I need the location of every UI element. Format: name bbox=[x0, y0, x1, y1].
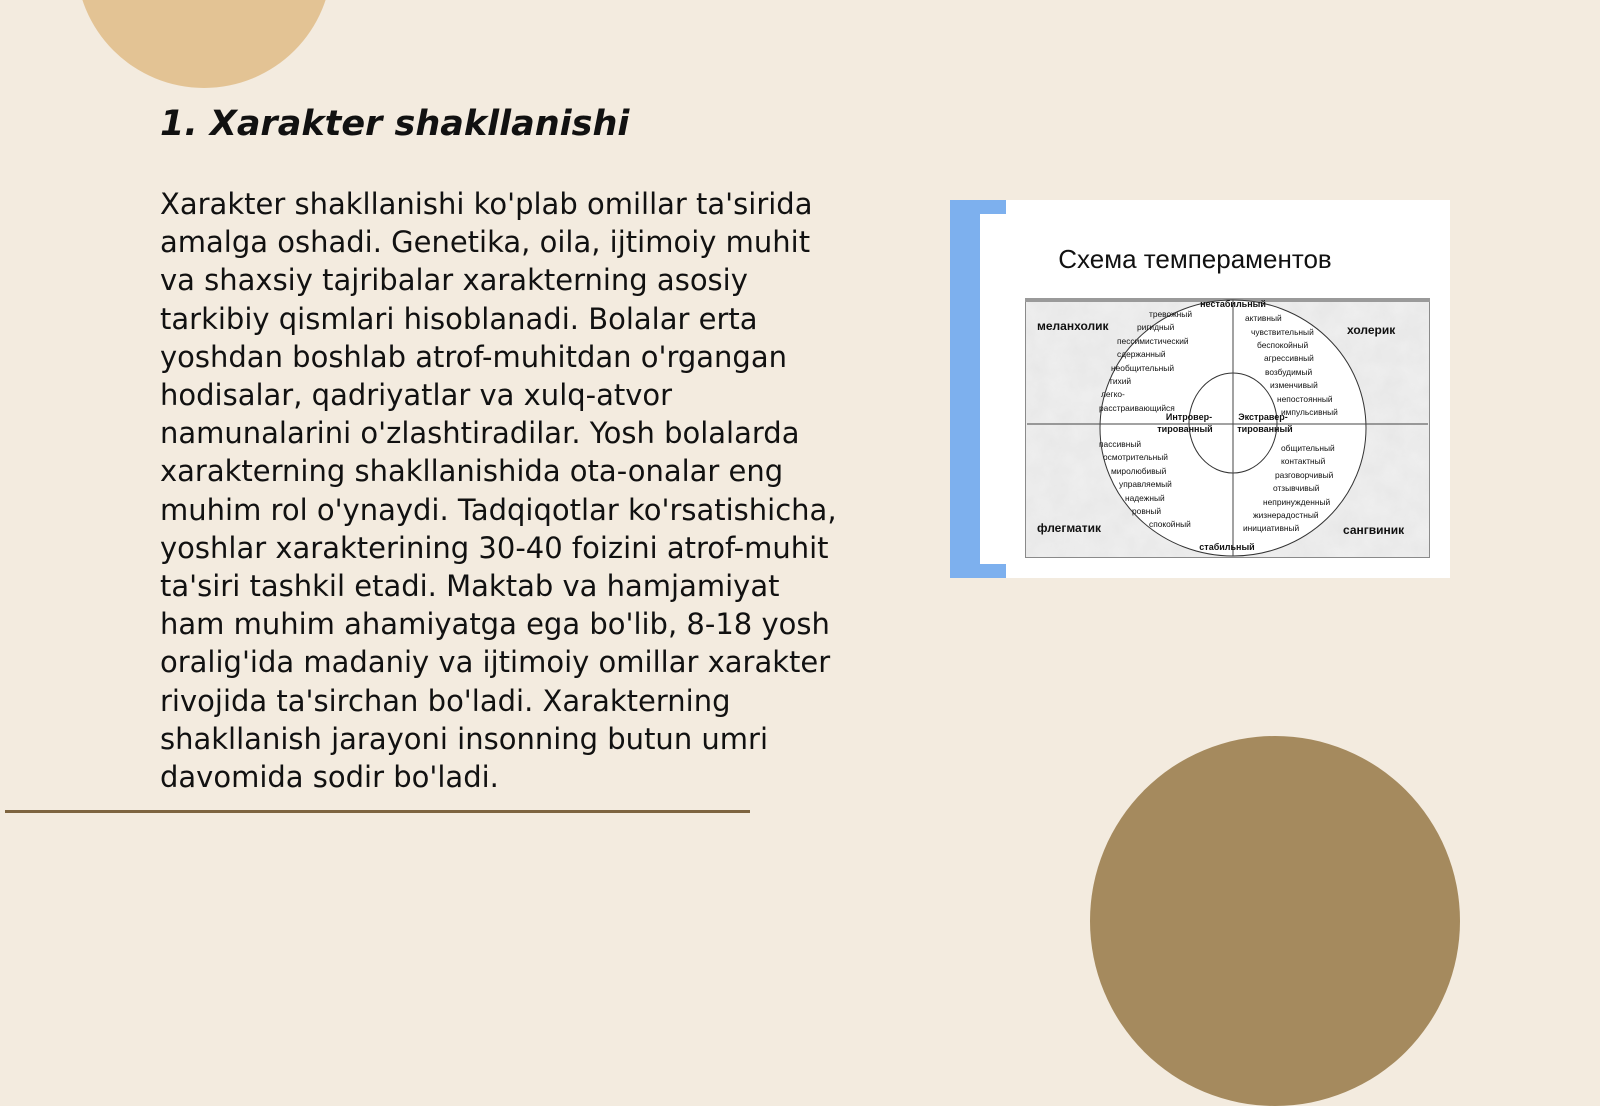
temperament-diagram-figure bbox=[950, 200, 1450, 578]
axis-label-left-line1: Интровер- bbox=[1165, 412, 1213, 422]
axis-label-right-line2: тированный bbox=[1237, 424, 1293, 434]
trait-item: контактный bbox=[1281, 456, 1326, 466]
trait-item: непринужденный bbox=[1263, 497, 1331, 507]
decorative-circle-top bbox=[76, 0, 332, 88]
quadrant-label-melancholic: меланхолик bbox=[1037, 319, 1109, 333]
trait-item: активный bbox=[1245, 313, 1282, 323]
trait-item: общительный bbox=[1281, 443, 1335, 453]
trait-item: инициативный bbox=[1243, 523, 1300, 533]
quadrant-label-phlegmatic: флегматик bbox=[1037, 521, 1101, 535]
trait-item: беспокойный bbox=[1257, 340, 1309, 350]
trait-item: импульсивный bbox=[1281, 407, 1338, 417]
trait-item: спокойный bbox=[1149, 519, 1191, 529]
trait-item: сдержанный bbox=[1117, 349, 1166, 359]
figure-title: Схема темпераментов bbox=[1058, 244, 1332, 274]
trait-item: отзывчивый bbox=[1273, 483, 1320, 493]
trait-item: миролюбивый bbox=[1111, 466, 1167, 476]
decorative-circle-bottom bbox=[1090, 736, 1460, 1106]
trait-item: чувствительный bbox=[1251, 327, 1314, 337]
axis-label-bottom: стабильный bbox=[1199, 542, 1255, 552]
trait-item: надежный bbox=[1125, 493, 1165, 503]
axis-label-left-line2: тированный bbox=[1157, 424, 1213, 434]
trait-item: необщительный bbox=[1111, 363, 1174, 373]
axis-label-top: нестабильный bbox=[1200, 299, 1266, 309]
trait-item: ровный bbox=[1132, 506, 1162, 516]
slide-body-text: Xarakter shakllanishi ko'plab omillar ta'sirida amalga oshadi. Genetika, oila, ijtimoiy muhit va shaxsiy tajribalar xarakterning asosiy tarkibiy qismlari hisoblanadi. Bolalar erta yoshdan boshlab atrof-muhitdan o'rgangan hodisalar, qadriyatlar va xulq-atvor namunalarini o'zlashtiradilar. Yosh bolalarda xarakterning shakllanishida ota-onalar eng muhim rol o'ynaydi. Tadqiqotlar ko'rsatishicha, yoshlar xarakterining 30-40 foizini atrof-muhit ta'siri tashkil etadi. Maktab va hamjamiyat ham muhim ahamiyatga ega bo'lib, 8-18 yosh oralig'ida madaniy va ijtimoiy omillar xarakter rivojida ta'sirchan bo'ladi. Xarakterning shakllanish jarayoni insonning butun umri davomida sodir bo'ladi. bbox=[160, 187, 837, 795]
trait-item: тревожный bbox=[1149, 309, 1192, 319]
trait-item: изменчивый bbox=[1270, 380, 1318, 390]
trait-item: легко- bbox=[1101, 389, 1125, 399]
trait-item: тихий bbox=[1109, 376, 1132, 386]
quadrant-label-choleric: холерик bbox=[1347, 323, 1396, 337]
trait-item: разговорчивый bbox=[1275, 470, 1334, 480]
divider-line bbox=[5, 810, 750, 813]
axis-label-right-line1: Экстравер- bbox=[1238, 412, 1288, 422]
quadrant-label-sanguine: сангвиник bbox=[1343, 523, 1405, 537]
trait-item: непостоянный bbox=[1277, 394, 1333, 404]
trait-item: управляемый bbox=[1119, 479, 1172, 489]
trait-item: пассивный bbox=[1099, 439, 1142, 449]
trait-item: ригидный bbox=[1137, 322, 1175, 332]
trait-item: возбудимый bbox=[1265, 367, 1313, 377]
trait-item: расстраивающийся bbox=[1099, 403, 1175, 413]
slide-title: 1. Xarakter shakllanishi bbox=[160, 104, 630, 144]
trait-item: пессимистический bbox=[1117, 336, 1189, 346]
temperament-diagram bbox=[1025, 298, 1430, 558]
trait-item: осмотрительный bbox=[1103, 452, 1168, 462]
trait-item: жизнерадостный bbox=[1253, 510, 1319, 520]
trait-item: агрессивный bbox=[1264, 353, 1314, 363]
